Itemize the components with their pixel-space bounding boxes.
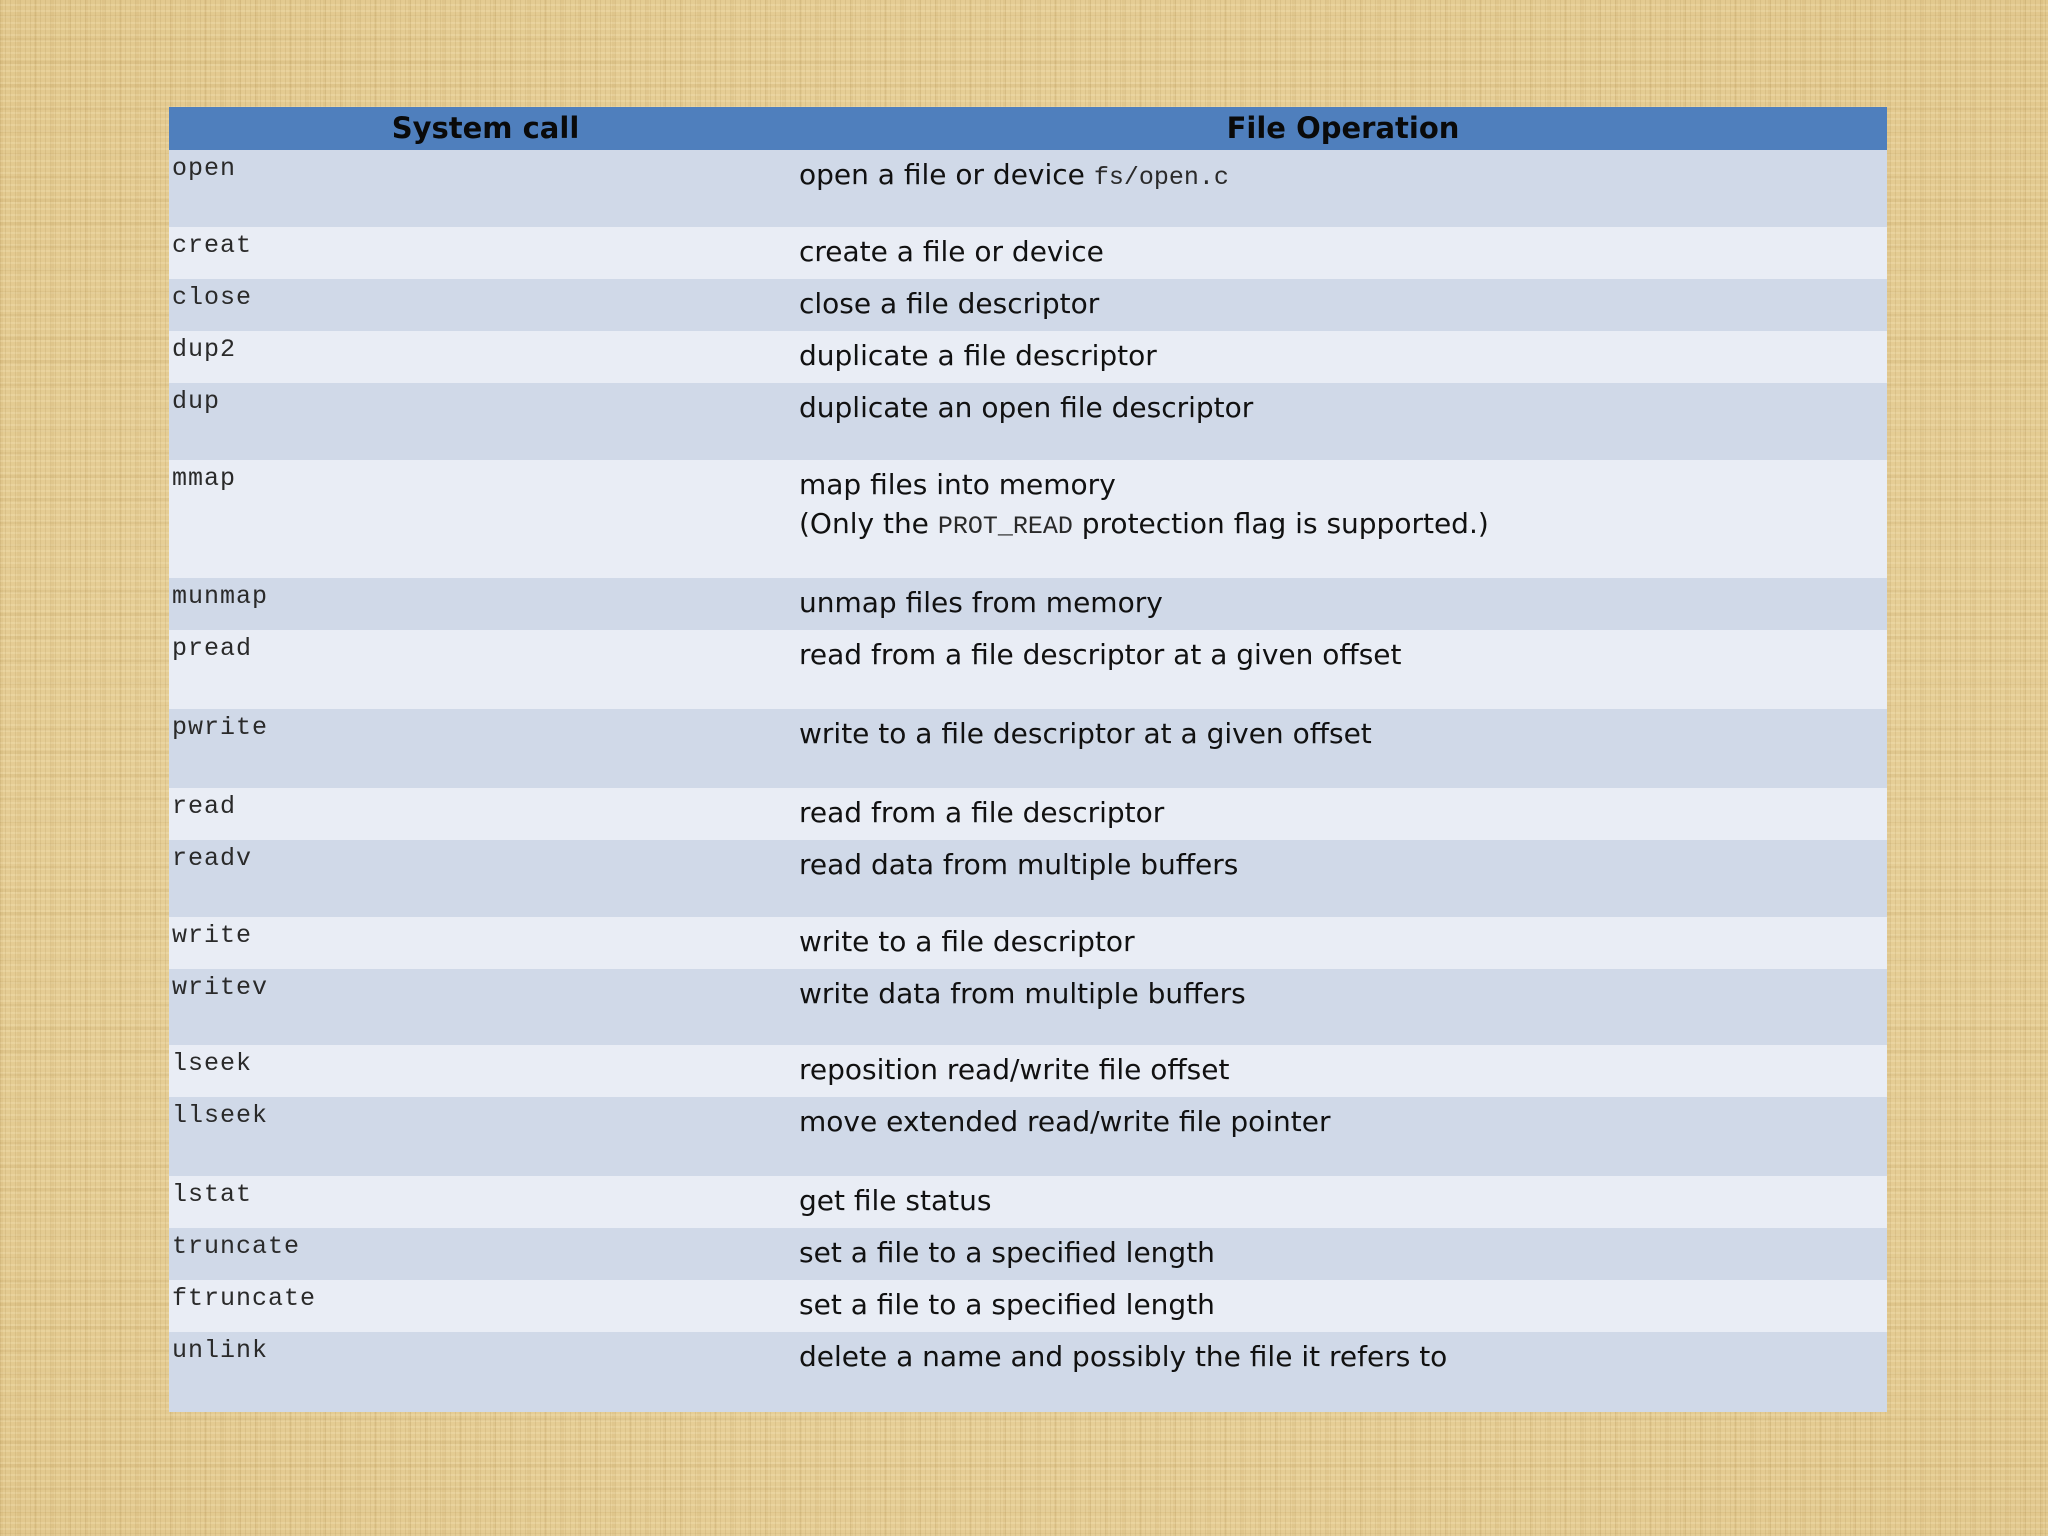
syscall-description: reposition read/write file offset xyxy=(799,1053,1230,1086)
table-row xyxy=(169,1332,1887,1412)
syscall-name: llseek xyxy=(172,1101,269,1130)
table-row xyxy=(169,1176,1887,1228)
prot-read-code: PROT_READ xyxy=(937,512,1073,541)
syscall-description: unmap files from memory xyxy=(799,586,1163,619)
syscall-description: set a file to a specified length xyxy=(799,1288,1215,1321)
syscall-name: lseek xyxy=(172,1049,253,1078)
syscall-name: write xyxy=(172,921,253,950)
syscall-description: read from a file descriptor xyxy=(799,796,1165,829)
table-row xyxy=(169,788,1887,840)
source-file-code: fs/open.c xyxy=(1093,163,1229,192)
syscall-name: truncate xyxy=(172,1232,301,1261)
note-suffix: protection flag is supported.) xyxy=(1081,507,1489,540)
syscall-name: ftruncate xyxy=(172,1284,317,1313)
syscall-name: creat xyxy=(172,231,253,260)
table-row xyxy=(169,279,1887,331)
syscall-description xyxy=(799,150,1887,197)
syscall-description: write to a file descriptor at a given offset xyxy=(799,717,1372,750)
table-header-row xyxy=(169,107,1887,150)
table-row xyxy=(169,1097,1887,1176)
syscall-description: create a file or device xyxy=(799,235,1104,268)
syscall-description: close a file descriptor xyxy=(799,287,1100,320)
syscall-description: duplicate an open file descriptor xyxy=(799,391,1254,424)
syscall-description: set a file to a specified length xyxy=(799,1236,1215,1269)
table-row xyxy=(169,150,1887,227)
table-row xyxy=(169,630,1887,709)
syscall-name: dup2 xyxy=(172,335,237,364)
description-text: open a file or device xyxy=(799,158,1085,191)
table-row xyxy=(169,383,1887,460)
syscall-name: close xyxy=(172,283,253,312)
syscall-name: writev xyxy=(172,973,269,1002)
syscall-table xyxy=(169,107,1887,1412)
syscall-name: unlink xyxy=(172,1336,269,1365)
table-row xyxy=(169,578,1887,630)
syscall-name: mmap xyxy=(172,464,237,493)
syscall-name: read xyxy=(172,792,237,821)
syscall-description: write data from multiple buffers xyxy=(799,977,1246,1010)
note-prefix: (Only the xyxy=(799,507,929,540)
header-system-call: System call xyxy=(391,111,580,145)
table-row xyxy=(169,1045,1887,1097)
syscall-description: write to a file descriptor xyxy=(799,925,1135,958)
syscall-name: readv xyxy=(172,844,253,873)
table-row xyxy=(169,917,1887,969)
syscall-name: lstat xyxy=(172,1180,253,1209)
syscall-description: move extended read/write file pointer xyxy=(799,1105,1331,1138)
table-row xyxy=(169,1280,1887,1332)
syscall-description: get file status xyxy=(799,1184,992,1217)
syscall-name: pwrite xyxy=(172,713,269,742)
description-note xyxy=(799,504,1887,546)
table-row xyxy=(169,460,1887,578)
table-row xyxy=(169,840,1887,917)
syscall-description: duplicate a file descriptor xyxy=(799,339,1157,372)
syscall-name: pread xyxy=(172,634,253,663)
table-row xyxy=(169,331,1887,383)
syscall-description xyxy=(799,460,1887,546)
table-row xyxy=(169,1228,1887,1280)
header-file-operation: File Operation xyxy=(1226,111,1460,145)
table-row xyxy=(169,969,1887,1045)
table-row xyxy=(169,709,1887,788)
syscall-name: munmap xyxy=(172,582,269,611)
table-row xyxy=(169,227,1887,279)
syscall-description: delete a name and possibly the file it refers to xyxy=(799,1340,1448,1373)
syscall-description: read from a file descriptor at a given offset xyxy=(799,638,1402,671)
syscall-name: open xyxy=(172,154,237,183)
syscall-name: dup xyxy=(172,387,221,416)
syscall-description: read data from multiple buffers xyxy=(799,848,1239,881)
description-text: map files into memory xyxy=(799,468,1116,501)
